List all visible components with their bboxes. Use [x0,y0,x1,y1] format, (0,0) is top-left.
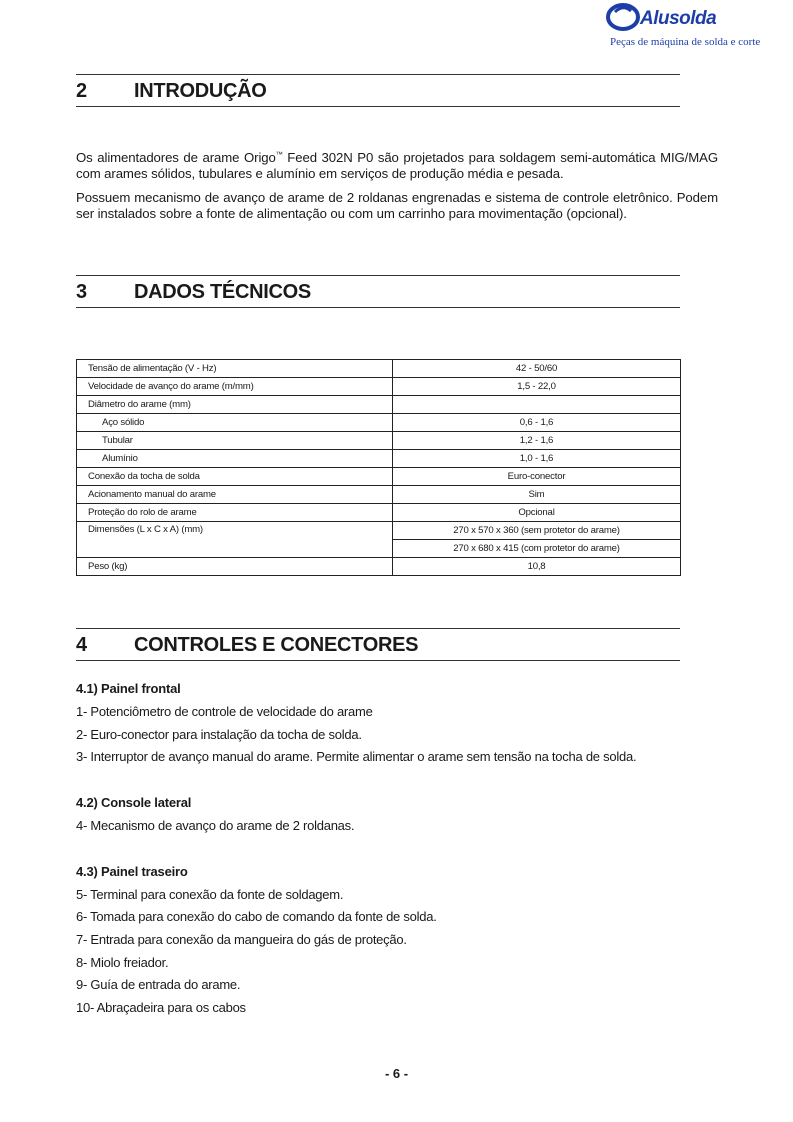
spec-value: 270 x 680 x 415 (com protetor do arame) [393,540,681,558]
section-number: 4 [76,634,88,656]
technical-data-table [76,359,681,576]
spec-label: Acionamento manual do arame [77,486,393,504]
list-item: 5- Terminal para conexão da fonte de soldagem. [76,887,344,902]
table-row [77,450,681,468]
spec-label: Aço sólido [77,414,393,432]
table-row [77,468,681,486]
list-item: 3- Interruptor de avanço manual do arame. Permite alimentar o arame sem tensão na tocha de solda. [76,749,637,764]
spec-value: 270 x 570 x 360 (sem protetor do arame) [393,522,681,540]
trademark-mark: ™ [275,151,283,159]
spec-value: 1,2 - 1,6 [393,432,681,450]
intro-paragraph-1 [76,150,718,182]
intro-text: Feed 302N P0 são projetados para soldagem semi-automática MIG/MAG com arames sólidos, tubulares e alumínio em serviços de produção média e pesada. [76,150,718,181]
spec-value: Opcional [393,504,681,522]
section-title: INTRODUÇÃO [134,80,267,102]
spec-label: Proteção do rolo de arame [77,504,393,522]
list-item: 6- Tomada para conexão do cabo de comando da fonte de solda. [76,909,437,924]
intro-text: Os alimentadores de arame Origo [76,150,276,165]
table-row [77,558,681,576]
section-number: 3 [76,281,88,303]
intro-paragraph-2: Possuem mecanismo de avanço de arame de 2 roldanas engrenadas e sistema de controle eletrônico. Podem ser instalados sobre a fonte de alimentação ou com um carrinho para movimentação (opcional). [76,190,718,221]
table-row [77,378,681,396]
section-heading-dados-tecnicos [76,275,680,308]
spec-value: 1,0 - 1,6 [393,450,681,468]
swirl-icon [606,2,640,34]
list-item: 10- Abraçadeira para os cabos [76,1000,246,1015]
table-row [77,396,681,414]
page-number: - 6 - [384,1066,409,1081]
spec-label: Conexão da tocha de solda [77,468,393,486]
list-item: 9- Guía de entrada do arame. [76,977,241,992]
list-item: 2- Euro-conector para instalação da tocha de solda. [76,727,362,742]
spec-value: Euro-conector [393,468,681,486]
subsection-heading-painel-frontal: 4.1) Painel frontal [76,681,181,696]
table-row [77,504,681,522]
list-item: 7- Entrada para conexão da mangueira do gás de proteção. [76,932,407,947]
table-row [77,486,681,504]
section-heading-controles [76,628,680,661]
section-number: 2 [76,80,88,102]
spec-label: Peso (kg) [77,558,393,576]
section-title: CONTROLES E CONECTORES [134,634,419,656]
spec-label: Velocidade de avanço do arame (m/mm) [77,378,393,396]
table-row [77,432,681,450]
section-title: DADOS TÉCNICOS [134,281,311,303]
brand-name: Alusolda [640,8,717,29]
section-heading-introducao [76,74,680,107]
spec-label: Tubular [77,432,393,450]
list-item: 4- Mecanismo de avanço do arame de 2 roldanas. [76,818,355,833]
brand-tagline: Peças de máquina de solda e corte [610,36,761,48]
spec-value: 1,5 - 22,0 [393,378,681,396]
list-item: 8- Miolo freiador. [76,955,169,970]
table-row [77,522,681,540]
subsection-heading-painel-traseiro: 4.3) Painel traseiro [76,864,188,879]
spec-label: Diâmetro do arame (mm) [77,396,393,414]
spec-value: 42 - 50/60 [393,360,681,378]
table-row [77,414,681,432]
spec-value: 0,6 - 1,6 [393,414,681,432]
list-item: 1- Potenciômetro de controle de velocidade do arame [76,704,373,719]
subsection-heading-console-lateral: 4.2) Console lateral [76,795,192,810]
spec-label: Dimensões (L x C x A) (mm) [77,522,393,558]
table-row [77,360,681,378]
spec-value: 10,8 [393,558,681,576]
brand-logo [606,2,761,52]
spec-value [393,396,681,414]
spec-label: Alumínio [77,450,393,468]
spec-value: Sim [393,486,681,504]
spec-label: Tensão de alimentação (V - Hz) [77,360,393,378]
